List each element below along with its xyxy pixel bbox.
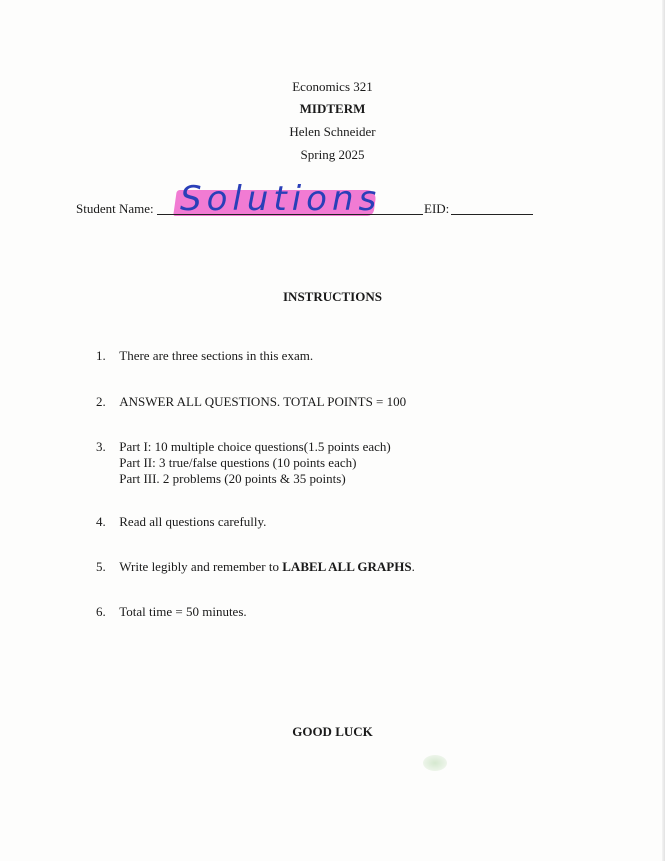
instruction-text-prefix: Write legibly and remember to <box>119 559 283 574</box>
instructor-name: Helen Schneider <box>289 124 376 139</box>
instruction-item-2 <box>96 394 406 410</box>
instruction-number: 2. <box>96 394 106 409</box>
instruction-text-part-2: Part II: 3 true/false questions (10 points each) <box>119 455 357 470</box>
instruction-item-4 <box>96 514 266 530</box>
instruction-text: There are three sections in this exam. <box>119 348 314 363</box>
exam-title: MIDTERM <box>299 101 366 116</box>
instruction-text: ANSWER ALL QUESTIONS. TOTAL POINTS = 100 <box>119 394 407 409</box>
instruction-item-6 <box>96 604 247 620</box>
instruction-text: Read all questions carefully. <box>119 514 267 529</box>
instruction-text <box>119 559 415 575</box>
instruction-number: 4. <box>96 514 106 529</box>
instruction-text-part-3: Part III. 2 problems (20 points & 35 points) <box>119 471 346 486</box>
instructions-heading: INSTRUCTIONS <box>283 289 382 304</box>
instruction-text: Total time = 50 minutes. <box>119 604 247 619</box>
handwritten-name-text: Solutions <box>180 179 382 219</box>
student-name-label: Student Name: <box>76 201 154 216</box>
course-title: Economics 321 <box>292 79 373 94</box>
eid-label: EID: <box>424 201 450 216</box>
instruction-item-5 <box>96 559 415 575</box>
handwritten-student-name[interactable] <box>176 172 386 222</box>
instruction-number: 1. <box>96 348 106 363</box>
eid-line[interactable] <box>451 214 533 215</box>
instruction-text-emphasis: LABEL ALL GRAPHS <box>282 559 412 574</box>
instruction-number: 3. <box>96 439 106 454</box>
instruction-number: 6. <box>96 604 106 619</box>
instruction-number: 5. <box>96 559 106 574</box>
instruction-text-suffix: . <box>411 559 415 574</box>
instruction-item-1 <box>96 348 313 364</box>
exam-term: Spring 2025 <box>300 147 365 162</box>
paper-stain <box>423 755 447 771</box>
instruction-text-part-1: Part I: 10 multiple choice questions(1.5 points each) <box>119 439 391 454</box>
closing-message: GOOD LUCK <box>292 724 373 739</box>
instruction-item-3 <box>96 439 391 487</box>
